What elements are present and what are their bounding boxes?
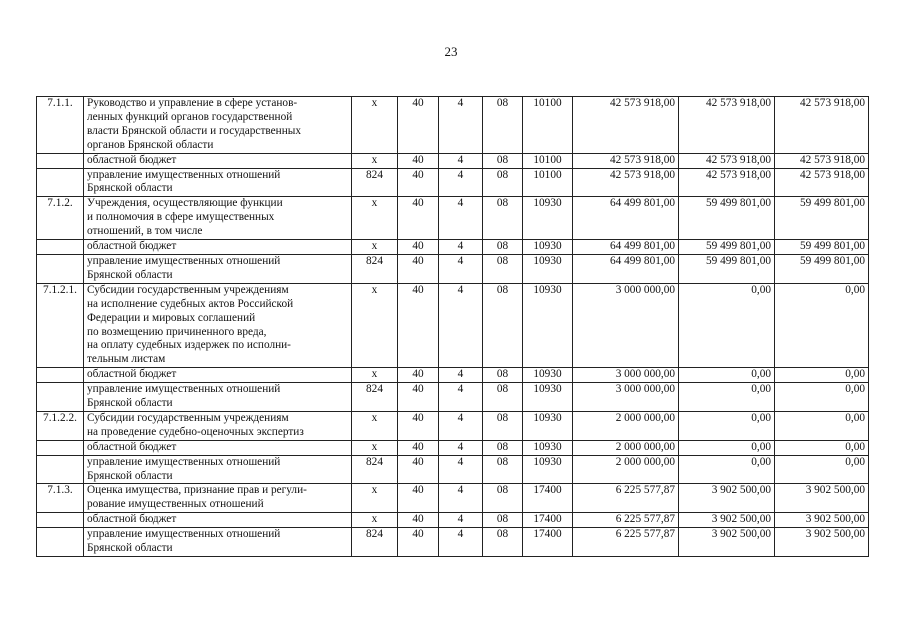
subprogram-code-cell: 4 (439, 97, 483, 154)
item-name-line: областной бюджет (87, 368, 177, 381)
item-name-cell (84, 153, 352, 168)
grbs-code-cell: х (352, 153, 398, 168)
amount-year-3-cell: 0,00 (775, 440, 869, 455)
row-number-cell: 7.1.1. (37, 97, 84, 154)
table-row (37, 513, 869, 528)
amount-year-1-cell: 6 225 577,87 (573, 513, 679, 528)
program-code-cell: 40 (398, 513, 439, 528)
table-row (37, 283, 869, 367)
grbs-code-cell: х (352, 283, 398, 367)
grbs-code-cell: х (352, 513, 398, 528)
item-name-cell (84, 368, 352, 383)
row-number-cell (37, 240, 84, 255)
main-event-code-cell: 08 (483, 455, 523, 484)
item-name-line: управление имущественных отношений (87, 168, 281, 181)
amount-year-3-cell: 42 573 918,00 (775, 97, 869, 154)
program-code-cell: 40 (398, 168, 439, 197)
item-name-line: Руководство и управление в сфере установ- (87, 97, 298, 109)
direction-code-cell: 17400 (523, 528, 573, 557)
row-number-cell: 7.1.2.2. (37, 411, 84, 440)
item-name-line: на исполнение судебных актов Российской (87, 297, 294, 310)
subprogram-code-cell: 4 (439, 283, 483, 367)
subprogram-code-cell: 4 (439, 240, 483, 255)
table-row (37, 484, 869, 513)
amount-year-1-cell: 3 000 000,00 (573, 283, 679, 367)
grbs-code-cell: х (352, 197, 398, 240)
subprogram-code-cell: 4 (439, 368, 483, 383)
amount-year-2-cell: 0,00 (679, 383, 775, 412)
item-name-line: Учреждения, осуществляющие функции (87, 197, 283, 210)
item-name-line: органов Брянской области (87, 138, 214, 151)
item-name-line: Субсидии государственным учреждениям (87, 411, 289, 424)
item-name-line: управление имущественных отношений (87, 528, 281, 541)
direction-code-cell: 10930 (523, 368, 573, 383)
program-code-cell: 40 (398, 455, 439, 484)
amount-year-3-cell: 0,00 (775, 368, 869, 383)
main-event-code-cell: 08 (483, 240, 523, 255)
item-name-line: на проведение судебно-оценочных экспертиз (87, 425, 304, 438)
table-row (37, 440, 869, 455)
item-name-line: Брянской области (87, 268, 173, 281)
amount-year-3-cell: 0,00 (775, 455, 869, 484)
row-number-cell (37, 383, 84, 412)
item-name-cell (84, 197, 352, 240)
main-event-code-cell: 08 (483, 484, 523, 513)
row-number-cell (37, 440, 84, 455)
amount-year-1-cell: 2 000 000,00 (573, 411, 679, 440)
program-code-cell: 40 (398, 240, 439, 255)
direction-code-cell: 17400 (523, 513, 573, 528)
table-row (37, 197, 869, 240)
table-row (37, 383, 869, 412)
item-name-line: по возмещению причиненного вреда, (87, 325, 267, 338)
direction-code-cell: 10930 (523, 197, 573, 240)
item-name-line: областной бюджет (87, 440, 177, 453)
program-code-cell: 40 (398, 368, 439, 383)
item-name-line: и полномочия в сфере имущественных (87, 211, 275, 224)
budget-table-body (37, 97, 869, 557)
item-name-line: рование имущественных отношений (87, 498, 264, 511)
program-code-cell: 40 (398, 254, 439, 283)
program-code-cell: 40 (398, 484, 439, 513)
amount-year-3-cell: 3 902 500,00 (775, 513, 869, 528)
program-code-cell: 40 (398, 411, 439, 440)
grbs-code-cell: х (352, 240, 398, 255)
item-name-line: управление имущественных отношений (87, 383, 281, 396)
subprogram-code-cell: 4 (439, 440, 483, 455)
row-number-cell (37, 455, 84, 484)
item-name-cell (84, 383, 352, 412)
subprogram-code-cell: 4 (439, 153, 483, 168)
amount-year-2-cell: 59 499 801,00 (679, 254, 775, 283)
table-row (37, 240, 869, 255)
row-number-cell (37, 368, 84, 383)
item-name-line: власти Брянской области и государственных (87, 124, 301, 137)
row-number-cell (37, 153, 84, 168)
row-number-cell: 7.1.3. (37, 484, 84, 513)
direction-code-cell: 10100 (523, 153, 573, 168)
amount-year-3-cell: 3 902 500,00 (775, 484, 869, 513)
grbs-code-cell: х (352, 97, 398, 154)
main-event-code-cell: 08 (483, 197, 523, 240)
row-number-cell: 7.1.2. (37, 197, 84, 240)
item-name-line: ленных функций органов государственной (87, 110, 293, 123)
program-code-cell: 40 (398, 197, 439, 240)
item-name-line: Оценка имущества, признание прав и регули- (87, 484, 307, 497)
item-name-cell (84, 455, 352, 484)
page-number: 23 (444, 44, 458, 59)
item-name-cell (84, 411, 352, 440)
subprogram-code-cell: 4 (439, 254, 483, 283)
direction-code-cell: 10930 (523, 455, 573, 484)
subprogram-code-cell: 4 (439, 484, 483, 513)
direction-code-cell: 10930 (523, 383, 573, 412)
amount-year-1-cell: 42 573 918,00 (573, 153, 679, 168)
amount-year-3-cell: 59 499 801,00 (775, 254, 869, 283)
grbs-code-cell: 824 (352, 383, 398, 412)
table-row (37, 368, 869, 383)
table-row (37, 528, 869, 557)
amount-year-2-cell: 3 902 500,00 (679, 528, 775, 557)
direction-code-cell: 10930 (523, 283, 573, 367)
amount-year-1-cell: 64 499 801,00 (573, 240, 679, 255)
amount-year-1-cell: 3 000 000,00 (573, 383, 679, 412)
amount-year-2-cell: 0,00 (679, 368, 775, 383)
program-code-cell: 40 (398, 528, 439, 557)
item-name-line: Брянской области (87, 182, 173, 195)
amount-year-3-cell: 42 573 918,00 (775, 168, 869, 197)
amount-year-2-cell: 3 902 500,00 (679, 484, 775, 513)
item-name-line: Брянской области (87, 542, 173, 555)
item-name-line: на оплату судебных издержек по исполни- (87, 339, 291, 352)
amount-year-3-cell: 0,00 (775, 383, 869, 412)
grbs-code-cell: 824 (352, 168, 398, 197)
program-code-cell: 40 (398, 383, 439, 412)
row-number-cell (37, 254, 84, 283)
table-row (37, 411, 869, 440)
amount-year-1-cell: 64 499 801,00 (573, 197, 679, 240)
item-name-line: областной бюджет (87, 153, 177, 166)
main-event-code-cell: 08 (483, 168, 523, 197)
amount-year-1-cell: 42 573 918,00 (573, 97, 679, 154)
item-name-line: Субсидии государственным учреждениям (87, 283, 289, 296)
main-event-code-cell: 08 (483, 528, 523, 557)
table-row (37, 254, 869, 283)
item-name-line: Федерации и мировых соглашений (87, 311, 256, 324)
amount-year-1-cell: 42 573 918,00 (573, 168, 679, 197)
amount-year-2-cell: 0,00 (679, 455, 775, 484)
grbs-code-cell: 824 (352, 455, 398, 484)
item-name-line: тельным листам (87, 353, 166, 366)
amount-year-1-cell: 2 000 000,00 (573, 455, 679, 484)
amount-year-1-cell: 3 000 000,00 (573, 368, 679, 383)
program-code-cell: 40 (398, 440, 439, 455)
main-event-code-cell: 08 (483, 440, 523, 455)
subprogram-code-cell: 4 (439, 528, 483, 557)
item-name-cell (84, 168, 352, 197)
amount-year-2-cell: 3 902 500,00 (679, 513, 775, 528)
grbs-code-cell: х (352, 440, 398, 455)
amount-year-2-cell: 42 573 918,00 (679, 168, 775, 197)
subprogram-code-cell: 4 (439, 383, 483, 412)
item-name-cell (84, 283, 352, 367)
direction-code-cell: 10930 (523, 411, 573, 440)
item-name-cell (84, 240, 352, 255)
item-name-cell (84, 513, 352, 528)
direction-code-cell: 10930 (523, 254, 573, 283)
direction-code-cell: 10930 (523, 240, 573, 255)
item-name-cell (84, 97, 352, 154)
main-event-code-cell: 08 (483, 283, 523, 367)
item-name-cell (84, 440, 352, 455)
direction-code-cell: 10930 (523, 440, 573, 455)
table-row (37, 153, 869, 168)
main-event-code-cell: 08 (483, 513, 523, 528)
program-code-cell: 40 (398, 97, 439, 154)
grbs-code-cell: х (352, 411, 398, 440)
row-number-cell: 7.1.2.1. (37, 283, 84, 367)
amount-year-1-cell: 6 225 577,87 (573, 484, 679, 513)
grbs-code-cell: х (352, 368, 398, 383)
amount-year-2-cell: 42 573 918,00 (679, 97, 775, 154)
direction-code-cell: 10100 (523, 97, 573, 154)
amount-year-1-cell: 6 225 577,87 (573, 528, 679, 557)
table-row (37, 168, 869, 197)
amount-year-3-cell: 59 499 801,00 (775, 197, 869, 240)
program-code-cell: 40 (398, 283, 439, 367)
grbs-code-cell: 824 (352, 254, 398, 283)
amount-year-2-cell: 0,00 (679, 283, 775, 367)
item-name-cell (84, 484, 352, 513)
item-name-line: управление имущественных отношений (87, 254, 281, 267)
main-event-code-cell: 08 (483, 383, 523, 412)
table-row (37, 455, 869, 484)
program-code-cell: 40 (398, 153, 439, 168)
direction-code-cell: 17400 (523, 484, 573, 513)
main-event-code-cell: 08 (483, 368, 523, 383)
item-name-line: областной бюджет (87, 513, 177, 526)
amount-year-3-cell: 3 902 500,00 (775, 528, 869, 557)
amount-year-2-cell: 59 499 801,00 (679, 197, 775, 240)
direction-code-cell: 10100 (523, 168, 573, 197)
amount-year-1-cell: 64 499 801,00 (573, 254, 679, 283)
amount-year-2-cell: 42 573 918,00 (679, 153, 775, 168)
subprogram-code-cell: 4 (439, 513, 483, 528)
item-name-line: Брянской области (87, 397, 173, 410)
item-name-line: отношений, в том числе (87, 225, 203, 238)
row-number-cell (37, 168, 84, 197)
item-name-cell (84, 254, 352, 283)
amount-year-2-cell: 59 499 801,00 (679, 240, 775, 255)
budget-table (36, 96, 869, 557)
amount-year-3-cell: 59 499 801,00 (775, 240, 869, 255)
grbs-code-cell: х (352, 484, 398, 513)
grbs-code-cell: 824 (352, 528, 398, 557)
main-event-code-cell: 08 (483, 254, 523, 283)
main-event-code-cell: 08 (483, 97, 523, 154)
amount-year-3-cell: 0,00 (775, 283, 869, 367)
item-name-line: Брянской области (87, 469, 173, 482)
row-number-cell (37, 513, 84, 528)
subprogram-code-cell: 4 (439, 168, 483, 197)
subprogram-code-cell: 4 (439, 411, 483, 440)
subprogram-code-cell: 4 (439, 455, 483, 484)
table-row (37, 97, 869, 154)
main-event-code-cell: 08 (483, 153, 523, 168)
row-number-cell (37, 528, 84, 557)
amount-year-1-cell: 2 000 000,00 (573, 440, 679, 455)
amount-year-2-cell: 0,00 (679, 411, 775, 440)
item-name-line: управление имущественных отношений (87, 455, 281, 468)
amount-year-2-cell: 0,00 (679, 440, 775, 455)
subprogram-code-cell: 4 (439, 197, 483, 240)
item-name-line: областной бюджет (87, 240, 177, 253)
item-name-cell (84, 528, 352, 557)
amount-year-3-cell: 42 573 918,00 (775, 153, 869, 168)
main-event-code-cell: 08 (483, 411, 523, 440)
amount-year-3-cell: 0,00 (775, 411, 869, 440)
